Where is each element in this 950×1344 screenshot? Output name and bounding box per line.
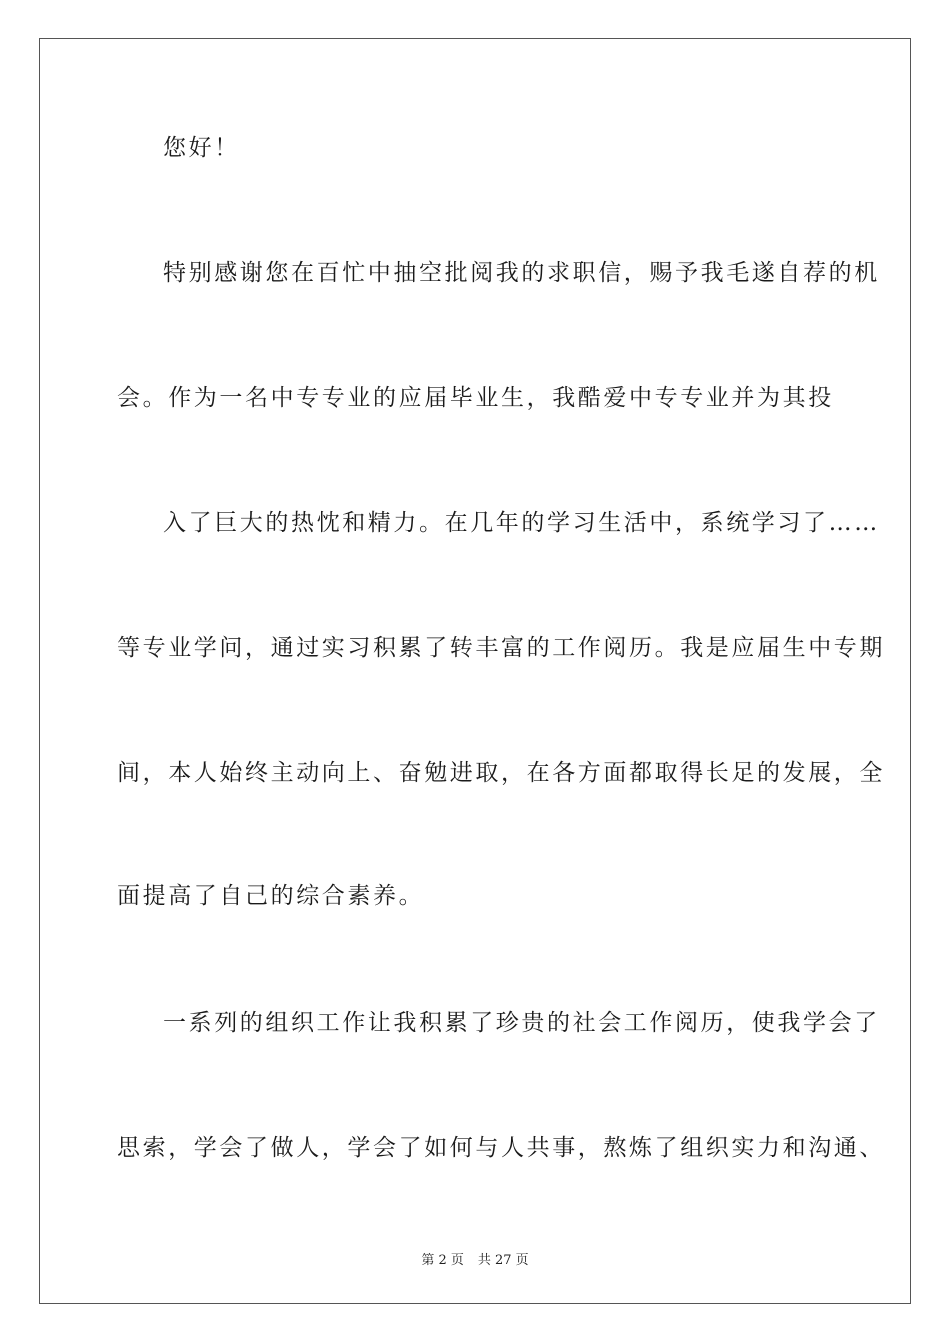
page-footer — [0, 1249, 950, 1268]
body-line-7: 一系列的组织工作让我积累了珍贵的社会工作阅历，使我学会了 — [163, 1010, 880, 1036]
page-total: 共 27 页 — [477, 1253, 529, 1268]
page-number: 第 2 页 — [421, 1253, 464, 1268]
page-border — [39, 38, 911, 1304]
body-line-1: 特别感谢您在百忙中抽空批阅我的求职信，赐予我毛遂自荐的机 — [163, 260, 880, 286]
body-line-3: 入了巨大的热忱和精力。在几年的学习生活中，系统学习了…… — [163, 510, 880, 536]
body-line-5: 间，本人始终主动向上、奋勉进取，在各方面都取得长足的发展，全 — [117, 760, 885, 786]
body-line-6: 面提高了自己的综合素养。 — [117, 883, 425, 909]
greeting: 您好！ — [163, 135, 240, 161]
body-line-2: 会。作为一名中专专业的应届毕业生，我酷爱中专专业并为其投 — [117, 385, 834, 411]
body-line-4: 等专业学问，通过实习积累了转丰富的工作阅历。我是应届生中专期 — [117, 635, 885, 661]
body-line-8: 思索，学会了做人，学会了如何与人共事，熬炼了组织实力和沟通、 — [117, 1135, 885, 1161]
